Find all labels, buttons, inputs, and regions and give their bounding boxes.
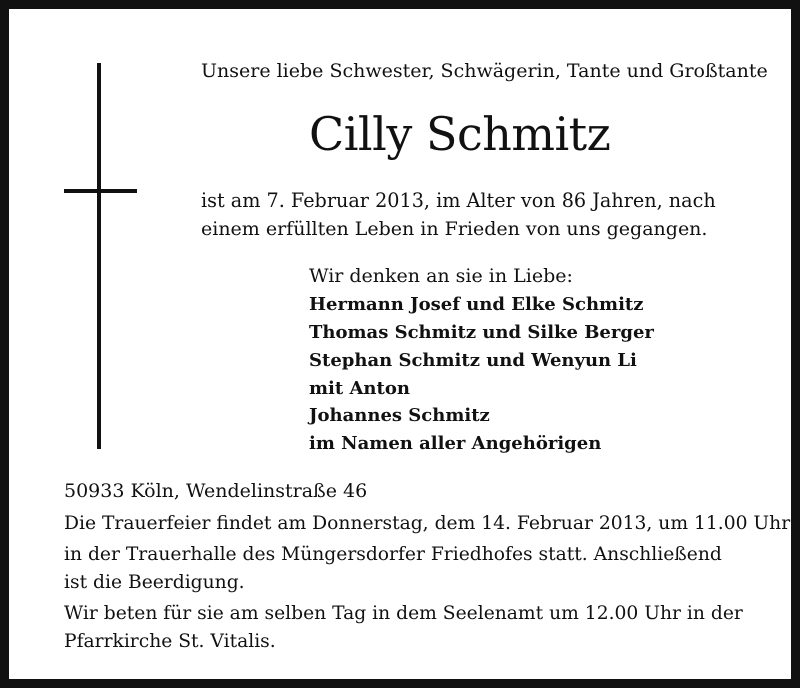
death-announcement-line-1: ist am 7. Februar 2013, im Alter von 86 Jahren, nach xyxy=(201,189,716,212)
death-announcement-line-2: einem erfüllten Leben in Frieden von uns gegangen. xyxy=(201,218,708,240)
deceased-name: Cilly Schmitz xyxy=(309,107,611,161)
mourner-line: Hermann Josef und Elke Schmitz xyxy=(309,294,644,315)
address-line: 50933 Köln, Wendelinstraße 46 xyxy=(64,480,368,502)
requiem-details-line-1: Wir beten für sie am selben Tag in dem Seelenamt um 12.00 Uhr in der xyxy=(64,603,743,624)
cross-icon-crossbar xyxy=(64,189,137,193)
mourner-line: Johannes Schmitz xyxy=(309,405,490,426)
mourner-line: Thomas Schmitz und Silke Berger xyxy=(309,322,654,343)
intro-line: Unsere liebe Schwester, Schwägerin, Tante und Großtante xyxy=(201,60,768,82)
mourner-line: im Namen aller Angehörigen xyxy=(309,433,602,454)
mourner-line: Stephan Schmitz und Wenyun Li xyxy=(309,350,637,371)
funeral-details-line-2: in der Trauerhalle des Müngersdorfer Friedhofes statt. Anschließend xyxy=(64,544,722,565)
cross-icon xyxy=(97,63,101,449)
funeral-details-line-3: ist die Beerdigung. xyxy=(64,572,245,593)
requiem-details-line-2: Pfarrkirche St. Vitalis. xyxy=(64,631,276,652)
funeral-details-line-1: Die Trauerfeier findet am Donnerstag, dem 14. Februar 2013, um 11.00 Uhr xyxy=(64,513,791,534)
mourners-heading: Wir denken an sie in Liebe: xyxy=(309,265,573,287)
mourner-line: mit Anton xyxy=(309,378,410,399)
